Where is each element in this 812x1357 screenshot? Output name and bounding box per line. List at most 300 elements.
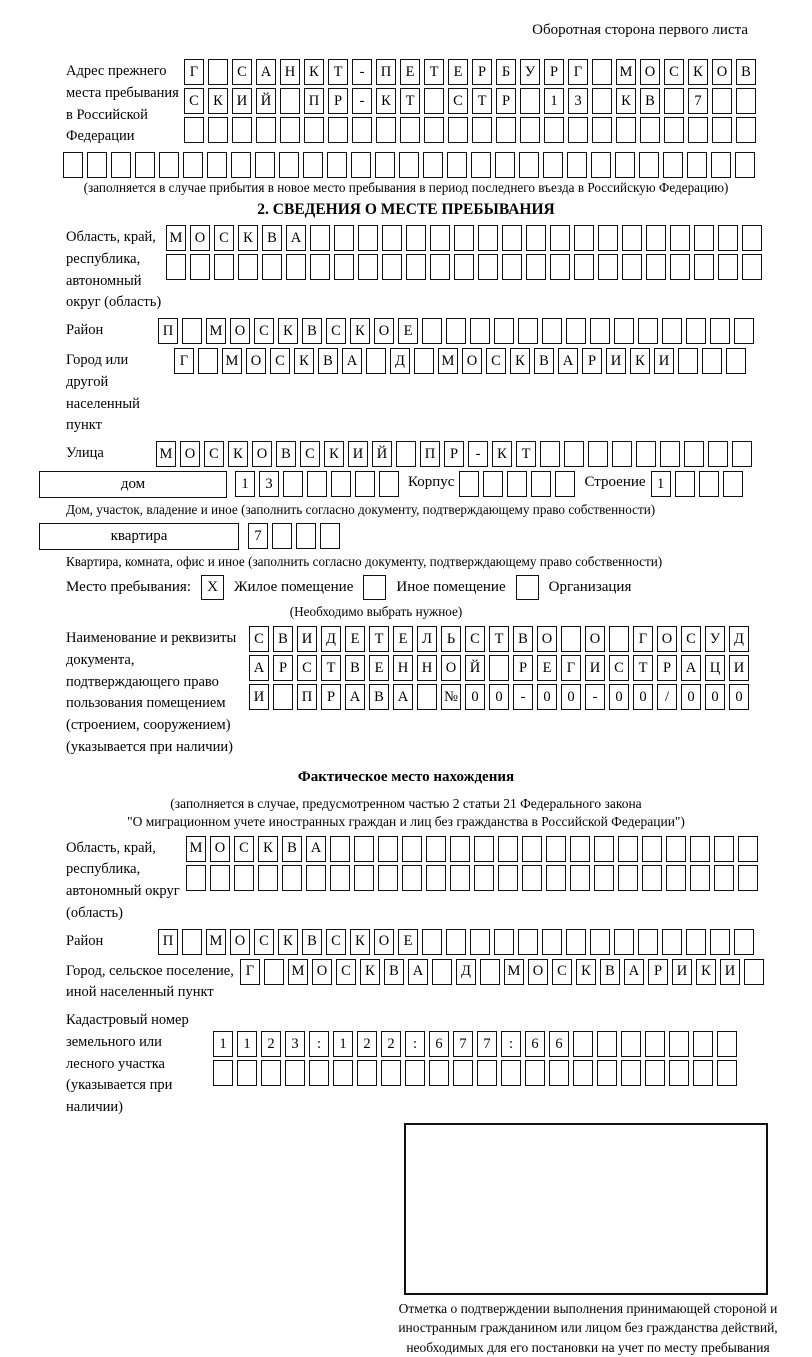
- char-cell[interactable]: И: [232, 88, 252, 114]
- char-cell[interactable]: [272, 523, 292, 549]
- char-cell[interactable]: В: [736, 59, 756, 85]
- char-cell[interactable]: [742, 225, 762, 251]
- char-cell[interactable]: С: [326, 318, 346, 344]
- char-cell[interactable]: [645, 1060, 665, 1086]
- char-cell[interactable]: И: [585, 655, 605, 681]
- char-cell[interactable]: [622, 254, 642, 280]
- char-cell[interactable]: [424, 117, 444, 143]
- char-cell[interactable]: [273, 684, 293, 710]
- char-cell[interactable]: П: [420, 441, 440, 467]
- char-cell[interactable]: 6: [525, 1031, 545, 1057]
- char-cell[interactable]: [598, 254, 618, 280]
- char-cell[interactable]: [717, 1060, 737, 1086]
- char-cell[interactable]: И: [249, 684, 269, 710]
- char-cell[interactable]: [567, 152, 587, 178]
- char-cell[interactable]: -: [585, 684, 605, 710]
- char-cell[interactable]: 0: [489, 684, 509, 710]
- char-cell[interactable]: Б: [496, 59, 516, 85]
- char-cell[interactable]: С: [204, 441, 224, 467]
- char-cell[interactable]: [352, 117, 372, 143]
- char-cell[interactable]: [402, 836, 422, 862]
- char-cell[interactable]: И: [729, 655, 749, 681]
- char-cell[interactable]: [570, 865, 590, 891]
- char-cell[interactable]: [307, 471, 327, 497]
- char-cell[interactable]: [417, 684, 437, 710]
- char-cell[interactable]: [710, 318, 730, 344]
- char-cell[interactable]: К: [576, 959, 596, 985]
- char-cell[interactable]: М: [206, 318, 226, 344]
- char-cell[interactable]: С: [552, 959, 572, 985]
- char-cell[interactable]: [684, 441, 704, 467]
- char-cell[interactable]: [616, 117, 636, 143]
- char-cell[interactable]: -: [513, 684, 533, 710]
- char-cell[interactable]: У: [705, 626, 725, 652]
- char-cell[interactable]: [592, 88, 612, 114]
- char-cell[interactable]: [574, 254, 594, 280]
- char-cell[interactable]: Д: [456, 959, 476, 985]
- char-cell[interactable]: Г: [240, 959, 260, 985]
- char-cell[interactable]: 7: [453, 1031, 473, 1057]
- char-cell[interactable]: М: [222, 348, 242, 374]
- char-cell[interactable]: [711, 152, 731, 178]
- char-cell[interactable]: Ь: [441, 626, 461, 652]
- char-cell[interactable]: 2: [261, 1031, 281, 1057]
- char-cell[interactable]: С: [681, 626, 701, 652]
- char-cell[interactable]: [718, 254, 738, 280]
- char-cell[interactable]: Й: [372, 441, 392, 467]
- char-cell[interactable]: [663, 152, 683, 178]
- char-cell[interactable]: [430, 254, 450, 280]
- char-cell[interactable]: [522, 865, 542, 891]
- char-cell[interactable]: [495, 152, 515, 178]
- char-cell[interactable]: [310, 254, 330, 280]
- char-cell[interactable]: [496, 117, 516, 143]
- char-cell[interactable]: [238, 254, 258, 280]
- char-cell[interactable]: [424, 88, 444, 114]
- char-cell[interactable]: [609, 626, 629, 652]
- char-cell[interactable]: 0: [705, 684, 725, 710]
- char-cell[interactable]: [498, 836, 518, 862]
- char-cell[interactable]: В: [302, 929, 322, 955]
- char-cell[interactable]: [166, 254, 186, 280]
- char-cell[interactable]: [642, 865, 662, 891]
- char-cell[interactable]: Й: [465, 655, 485, 681]
- char-cell[interactable]: [402, 865, 422, 891]
- char-cell[interactable]: [285, 1060, 305, 1086]
- char-cell[interactable]: [526, 225, 546, 251]
- char-cell[interactable]: Е: [398, 318, 418, 344]
- char-cell[interactable]: [426, 865, 446, 891]
- char-cell[interactable]: К: [278, 318, 298, 344]
- char-cell[interactable]: [470, 929, 490, 955]
- char-cell[interactable]: [542, 929, 562, 955]
- char-cell[interactable]: [594, 865, 614, 891]
- char-cell[interactable]: [714, 836, 734, 862]
- char-cell[interactable]: [429, 1060, 449, 1086]
- char-cell[interactable]: [678, 348, 698, 374]
- char-cell[interactable]: [531, 471, 551, 497]
- char-cell[interactable]: [459, 471, 479, 497]
- char-cell[interactable]: [519, 152, 539, 178]
- char-cell[interactable]: [333, 1060, 353, 1086]
- char-cell[interactable]: [736, 88, 756, 114]
- char-cell[interactable]: [358, 254, 378, 280]
- char-cell[interactable]: [303, 152, 323, 178]
- char-cell[interactable]: Т: [328, 59, 348, 85]
- char-cell[interactable]: [414, 348, 434, 374]
- char-cell[interactable]: [454, 225, 474, 251]
- char-cell[interactable]: О: [230, 318, 250, 344]
- char-cell[interactable]: А: [345, 684, 365, 710]
- char-cell[interactable]: И: [606, 348, 626, 374]
- char-cell[interactable]: [282, 865, 302, 891]
- char-cell[interactable]: Г: [633, 626, 653, 652]
- char-cell[interactable]: [327, 152, 347, 178]
- char-cell[interactable]: С: [486, 348, 506, 374]
- char-cell[interactable]: О: [180, 441, 200, 467]
- char-cell[interactable]: С: [609, 655, 629, 681]
- char-cell[interactable]: [642, 836, 662, 862]
- char-cell[interactable]: В: [345, 655, 365, 681]
- char-cell[interactable]: О: [462, 348, 482, 374]
- char-cell[interactable]: [406, 225, 426, 251]
- char-cell[interactable]: [598, 225, 618, 251]
- char-cell[interactable]: [594, 836, 614, 862]
- char-cell[interactable]: [660, 441, 680, 467]
- char-cell[interactable]: [734, 929, 754, 955]
- char-cell[interactable]: [450, 836, 470, 862]
- char-cell[interactable]: [207, 152, 227, 178]
- char-cell[interactable]: 0: [609, 684, 629, 710]
- char-cell[interactable]: [351, 152, 371, 178]
- char-cell[interactable]: [357, 1060, 377, 1086]
- char-cell[interactable]: [382, 225, 402, 251]
- char-cell[interactable]: Д: [390, 348, 410, 374]
- char-cell[interactable]: П: [297, 684, 317, 710]
- char-cell[interactable]: [213, 1060, 233, 1086]
- char-cell[interactable]: [478, 225, 498, 251]
- char-cell[interactable]: [280, 88, 300, 114]
- char-cell[interactable]: [426, 836, 446, 862]
- char-cell[interactable]: [334, 225, 354, 251]
- char-cell[interactable]: А: [342, 348, 362, 374]
- char-cell[interactable]: [693, 1060, 713, 1086]
- char-cell[interactable]: Л: [417, 626, 437, 652]
- char-cell[interactable]: :: [405, 1031, 425, 1057]
- checkbox-organization[interactable]: [516, 575, 539, 600]
- char-cell[interactable]: [375, 152, 395, 178]
- char-cell[interactable]: [564, 441, 584, 467]
- char-cell[interactable]: [640, 117, 660, 143]
- char-cell[interactable]: И: [672, 959, 692, 985]
- char-cell[interactable]: [258, 865, 278, 891]
- char-cell[interactable]: К: [350, 929, 370, 955]
- char-cell[interactable]: О: [210, 836, 230, 862]
- char-cell[interactable]: [400, 117, 420, 143]
- char-cell[interactable]: [184, 117, 204, 143]
- char-cell[interactable]: Р: [657, 655, 677, 681]
- char-cell[interactable]: [453, 1060, 473, 1086]
- char-cell[interactable]: [502, 225, 522, 251]
- char-cell[interactable]: С: [336, 959, 356, 985]
- char-cell[interactable]: Д: [321, 626, 341, 652]
- char-cell[interactable]: [708, 441, 728, 467]
- char-cell[interactable]: А: [306, 836, 326, 862]
- char-cell[interactable]: [574, 225, 594, 251]
- char-cell[interactable]: [518, 318, 538, 344]
- char-cell[interactable]: [550, 254, 570, 280]
- char-cell[interactable]: 2: [381, 1031, 401, 1057]
- char-cell[interactable]: [330, 865, 350, 891]
- char-cell[interactable]: [328, 117, 348, 143]
- char-cell[interactable]: [182, 318, 202, 344]
- char-cell[interactable]: М: [288, 959, 308, 985]
- char-cell[interactable]: [566, 929, 586, 955]
- char-cell[interactable]: [546, 836, 566, 862]
- char-cell[interactable]: Г: [561, 655, 581, 681]
- char-cell[interactable]: [358, 225, 378, 251]
- char-cell[interactable]: [310, 225, 330, 251]
- char-cell[interactable]: 0: [465, 684, 485, 710]
- char-cell[interactable]: Т: [633, 655, 653, 681]
- char-cell[interactable]: [283, 471, 303, 497]
- checkbox-other-premises[interactable]: [363, 575, 386, 600]
- char-cell[interactable]: 1: [213, 1031, 233, 1057]
- char-cell[interactable]: [470, 318, 490, 344]
- char-cell[interactable]: [573, 1031, 593, 1057]
- char-cell[interactable]: [670, 225, 690, 251]
- char-cell[interactable]: [686, 318, 706, 344]
- char-cell[interactable]: М: [166, 225, 186, 251]
- char-cell[interactable]: 1: [235, 471, 255, 497]
- char-cell[interactable]: К: [510, 348, 530, 374]
- char-cell[interactable]: -: [468, 441, 488, 467]
- char-cell[interactable]: 3: [285, 1031, 305, 1057]
- char-cell[interactable]: О: [537, 626, 557, 652]
- char-cell[interactable]: Т: [424, 59, 444, 85]
- char-cell[interactable]: А: [286, 225, 306, 251]
- char-cell[interactable]: [693, 1031, 713, 1057]
- char-cell[interactable]: К: [630, 348, 650, 374]
- char-cell[interactable]: А: [408, 959, 428, 985]
- char-cell[interactable]: [450, 865, 470, 891]
- char-cell[interactable]: [354, 865, 374, 891]
- char-cell[interactable]: С: [234, 836, 254, 862]
- char-cell[interactable]: [280, 117, 300, 143]
- char-cell[interactable]: К: [376, 88, 396, 114]
- char-cell[interactable]: В: [262, 225, 282, 251]
- char-cell[interactable]: Т: [516, 441, 536, 467]
- char-cell[interactable]: [474, 865, 494, 891]
- char-cell[interactable]: Г: [184, 59, 204, 85]
- char-cell[interactable]: 6: [429, 1031, 449, 1057]
- char-cell[interactable]: 6: [549, 1031, 569, 1057]
- char-cell[interactable]: [494, 318, 514, 344]
- char-cell[interactable]: Д: [729, 626, 749, 652]
- char-cell[interactable]: С: [448, 88, 468, 114]
- char-cell[interactable]: [526, 254, 546, 280]
- char-cell[interactable]: С: [300, 441, 320, 467]
- char-cell[interactable]: [597, 1031, 617, 1057]
- char-cell[interactable]: П: [158, 929, 178, 955]
- char-cell[interactable]: [636, 441, 656, 467]
- char-cell[interactable]: [286, 254, 306, 280]
- char-cell[interactable]: С: [326, 929, 346, 955]
- char-cell[interactable]: М: [438, 348, 458, 374]
- char-cell[interactable]: [376, 117, 396, 143]
- char-cell[interactable]: В: [600, 959, 620, 985]
- char-cell[interactable]: [592, 59, 612, 85]
- char-cell[interactable]: К: [688, 59, 708, 85]
- char-cell[interactable]: Т: [400, 88, 420, 114]
- char-cell[interactable]: [381, 1060, 401, 1086]
- char-cell[interactable]: М: [616, 59, 636, 85]
- char-cell[interactable]: Й: [256, 88, 276, 114]
- char-cell[interactable]: Р: [544, 59, 564, 85]
- char-cell[interactable]: А: [681, 655, 701, 681]
- char-cell[interactable]: [544, 117, 564, 143]
- char-cell[interactable]: 1: [333, 1031, 353, 1057]
- char-cell[interactable]: С: [232, 59, 252, 85]
- char-cell[interactable]: М: [186, 836, 206, 862]
- char-cell[interactable]: [738, 836, 758, 862]
- char-cell[interactable]: [736, 117, 756, 143]
- char-cell[interactable]: Е: [393, 626, 413, 652]
- char-cell[interactable]: У: [520, 59, 540, 85]
- char-cell[interactable]: Ц: [705, 655, 725, 681]
- char-cell[interactable]: [645, 1031, 665, 1057]
- char-cell[interactable]: [664, 88, 684, 114]
- char-cell[interactable]: Р: [513, 655, 533, 681]
- char-cell[interactable]: [662, 318, 682, 344]
- char-cell[interactable]: [702, 348, 722, 374]
- char-cell[interactable]: [622, 225, 642, 251]
- char-cell[interactable]: М: [504, 959, 524, 985]
- char-cell[interactable]: [262, 254, 282, 280]
- char-cell[interactable]: [573, 1060, 593, 1086]
- char-cell[interactable]: 7: [248, 523, 268, 549]
- char-cell[interactable]: [590, 318, 610, 344]
- char-cell[interactable]: [686, 929, 706, 955]
- char-cell[interactable]: В: [276, 441, 296, 467]
- char-cell[interactable]: Р: [328, 88, 348, 114]
- char-cell[interactable]: К: [278, 929, 298, 955]
- char-cell[interactable]: [690, 865, 710, 891]
- char-cell[interactable]: В: [384, 959, 404, 985]
- char-cell[interactable]: Е: [398, 929, 418, 955]
- char-cell[interactable]: [699, 471, 719, 497]
- char-cell[interactable]: А: [624, 959, 644, 985]
- char-cell[interactable]: [483, 471, 503, 497]
- char-cell[interactable]: [690, 836, 710, 862]
- char-cell[interactable]: [446, 318, 466, 344]
- char-cell[interactable]: И: [720, 959, 740, 985]
- char-cell[interactable]: [570, 836, 590, 862]
- char-cell[interactable]: [432, 959, 452, 985]
- char-cell[interactable]: [354, 836, 374, 862]
- char-cell[interactable]: Г: [568, 59, 588, 85]
- char-cell[interactable]: -: [352, 88, 372, 114]
- char-cell[interactable]: [734, 318, 754, 344]
- char-cell[interactable]: [355, 471, 375, 497]
- char-cell[interactable]: [135, 152, 155, 178]
- char-cell[interactable]: К: [238, 225, 258, 251]
- char-cell[interactable]: А: [256, 59, 276, 85]
- char-cell[interactable]: К: [696, 959, 716, 985]
- char-cell[interactable]: [232, 117, 252, 143]
- char-cell[interactable]: [615, 152, 635, 178]
- char-cell[interactable]: [639, 152, 659, 178]
- char-cell[interactable]: 0: [537, 684, 557, 710]
- char-cell[interactable]: Е: [448, 59, 468, 85]
- char-cell[interactable]: Р: [496, 88, 516, 114]
- char-cell[interactable]: О: [441, 655, 461, 681]
- char-cell[interactable]: [399, 152, 419, 178]
- char-cell[interactable]: [666, 836, 686, 862]
- char-cell[interactable]: А: [393, 684, 413, 710]
- char-cell[interactable]: [214, 254, 234, 280]
- char-cell[interactable]: С: [214, 225, 234, 251]
- char-cell[interactable]: А: [558, 348, 578, 374]
- char-cell[interactable]: 0: [633, 684, 653, 710]
- char-cell[interactable]: К: [208, 88, 228, 114]
- char-cell[interactable]: С: [465, 626, 485, 652]
- char-cell[interactable]: 0: [729, 684, 749, 710]
- char-cell[interactable]: [208, 117, 228, 143]
- char-cell[interactable]: О: [374, 318, 394, 344]
- char-cell[interactable]: :: [501, 1031, 521, 1057]
- char-cell[interactable]: [561, 626, 581, 652]
- char-cell[interactable]: Р: [472, 59, 492, 85]
- char-cell[interactable]: [501, 1060, 521, 1086]
- char-cell[interactable]: [502, 254, 522, 280]
- char-cell[interactable]: Е: [345, 626, 365, 652]
- char-cell[interactable]: [422, 929, 442, 955]
- char-cell[interactable]: [279, 152, 299, 178]
- char-cell[interactable]: [474, 836, 494, 862]
- char-cell[interactable]: [507, 471, 527, 497]
- char-cell[interactable]: [309, 1060, 329, 1086]
- char-cell[interactable]: [87, 152, 107, 178]
- char-cell[interactable]: [494, 929, 514, 955]
- char-cell[interactable]: Р: [444, 441, 464, 467]
- char-cell[interactable]: [718, 225, 738, 251]
- char-cell[interactable]: [638, 929, 658, 955]
- char-cell[interactable]: О: [712, 59, 732, 85]
- char-cell[interactable]: Р: [321, 684, 341, 710]
- char-cell[interactable]: [614, 318, 634, 344]
- char-cell[interactable]: [744, 959, 764, 985]
- char-cell[interactable]: [688, 117, 708, 143]
- char-cell[interactable]: [543, 152, 563, 178]
- char-cell[interactable]: В: [369, 684, 389, 710]
- char-cell[interactable]: И: [654, 348, 674, 374]
- char-cell[interactable]: К: [492, 441, 512, 467]
- char-cell[interactable]: С: [184, 88, 204, 114]
- char-cell[interactable]: [183, 152, 203, 178]
- char-cell[interactable]: [231, 152, 251, 178]
- char-cell[interactable]: О: [585, 626, 605, 652]
- char-cell[interactable]: [621, 1031, 641, 1057]
- char-cell[interactable]: [498, 865, 518, 891]
- char-cell[interactable]: [520, 88, 540, 114]
- char-cell[interactable]: [518, 929, 538, 955]
- char-cell[interactable]: П: [158, 318, 178, 344]
- char-cell[interactable]: [186, 865, 206, 891]
- char-cell[interactable]: О: [246, 348, 266, 374]
- char-cell[interactable]: [430, 225, 450, 251]
- char-cell[interactable]: [237, 1060, 257, 1086]
